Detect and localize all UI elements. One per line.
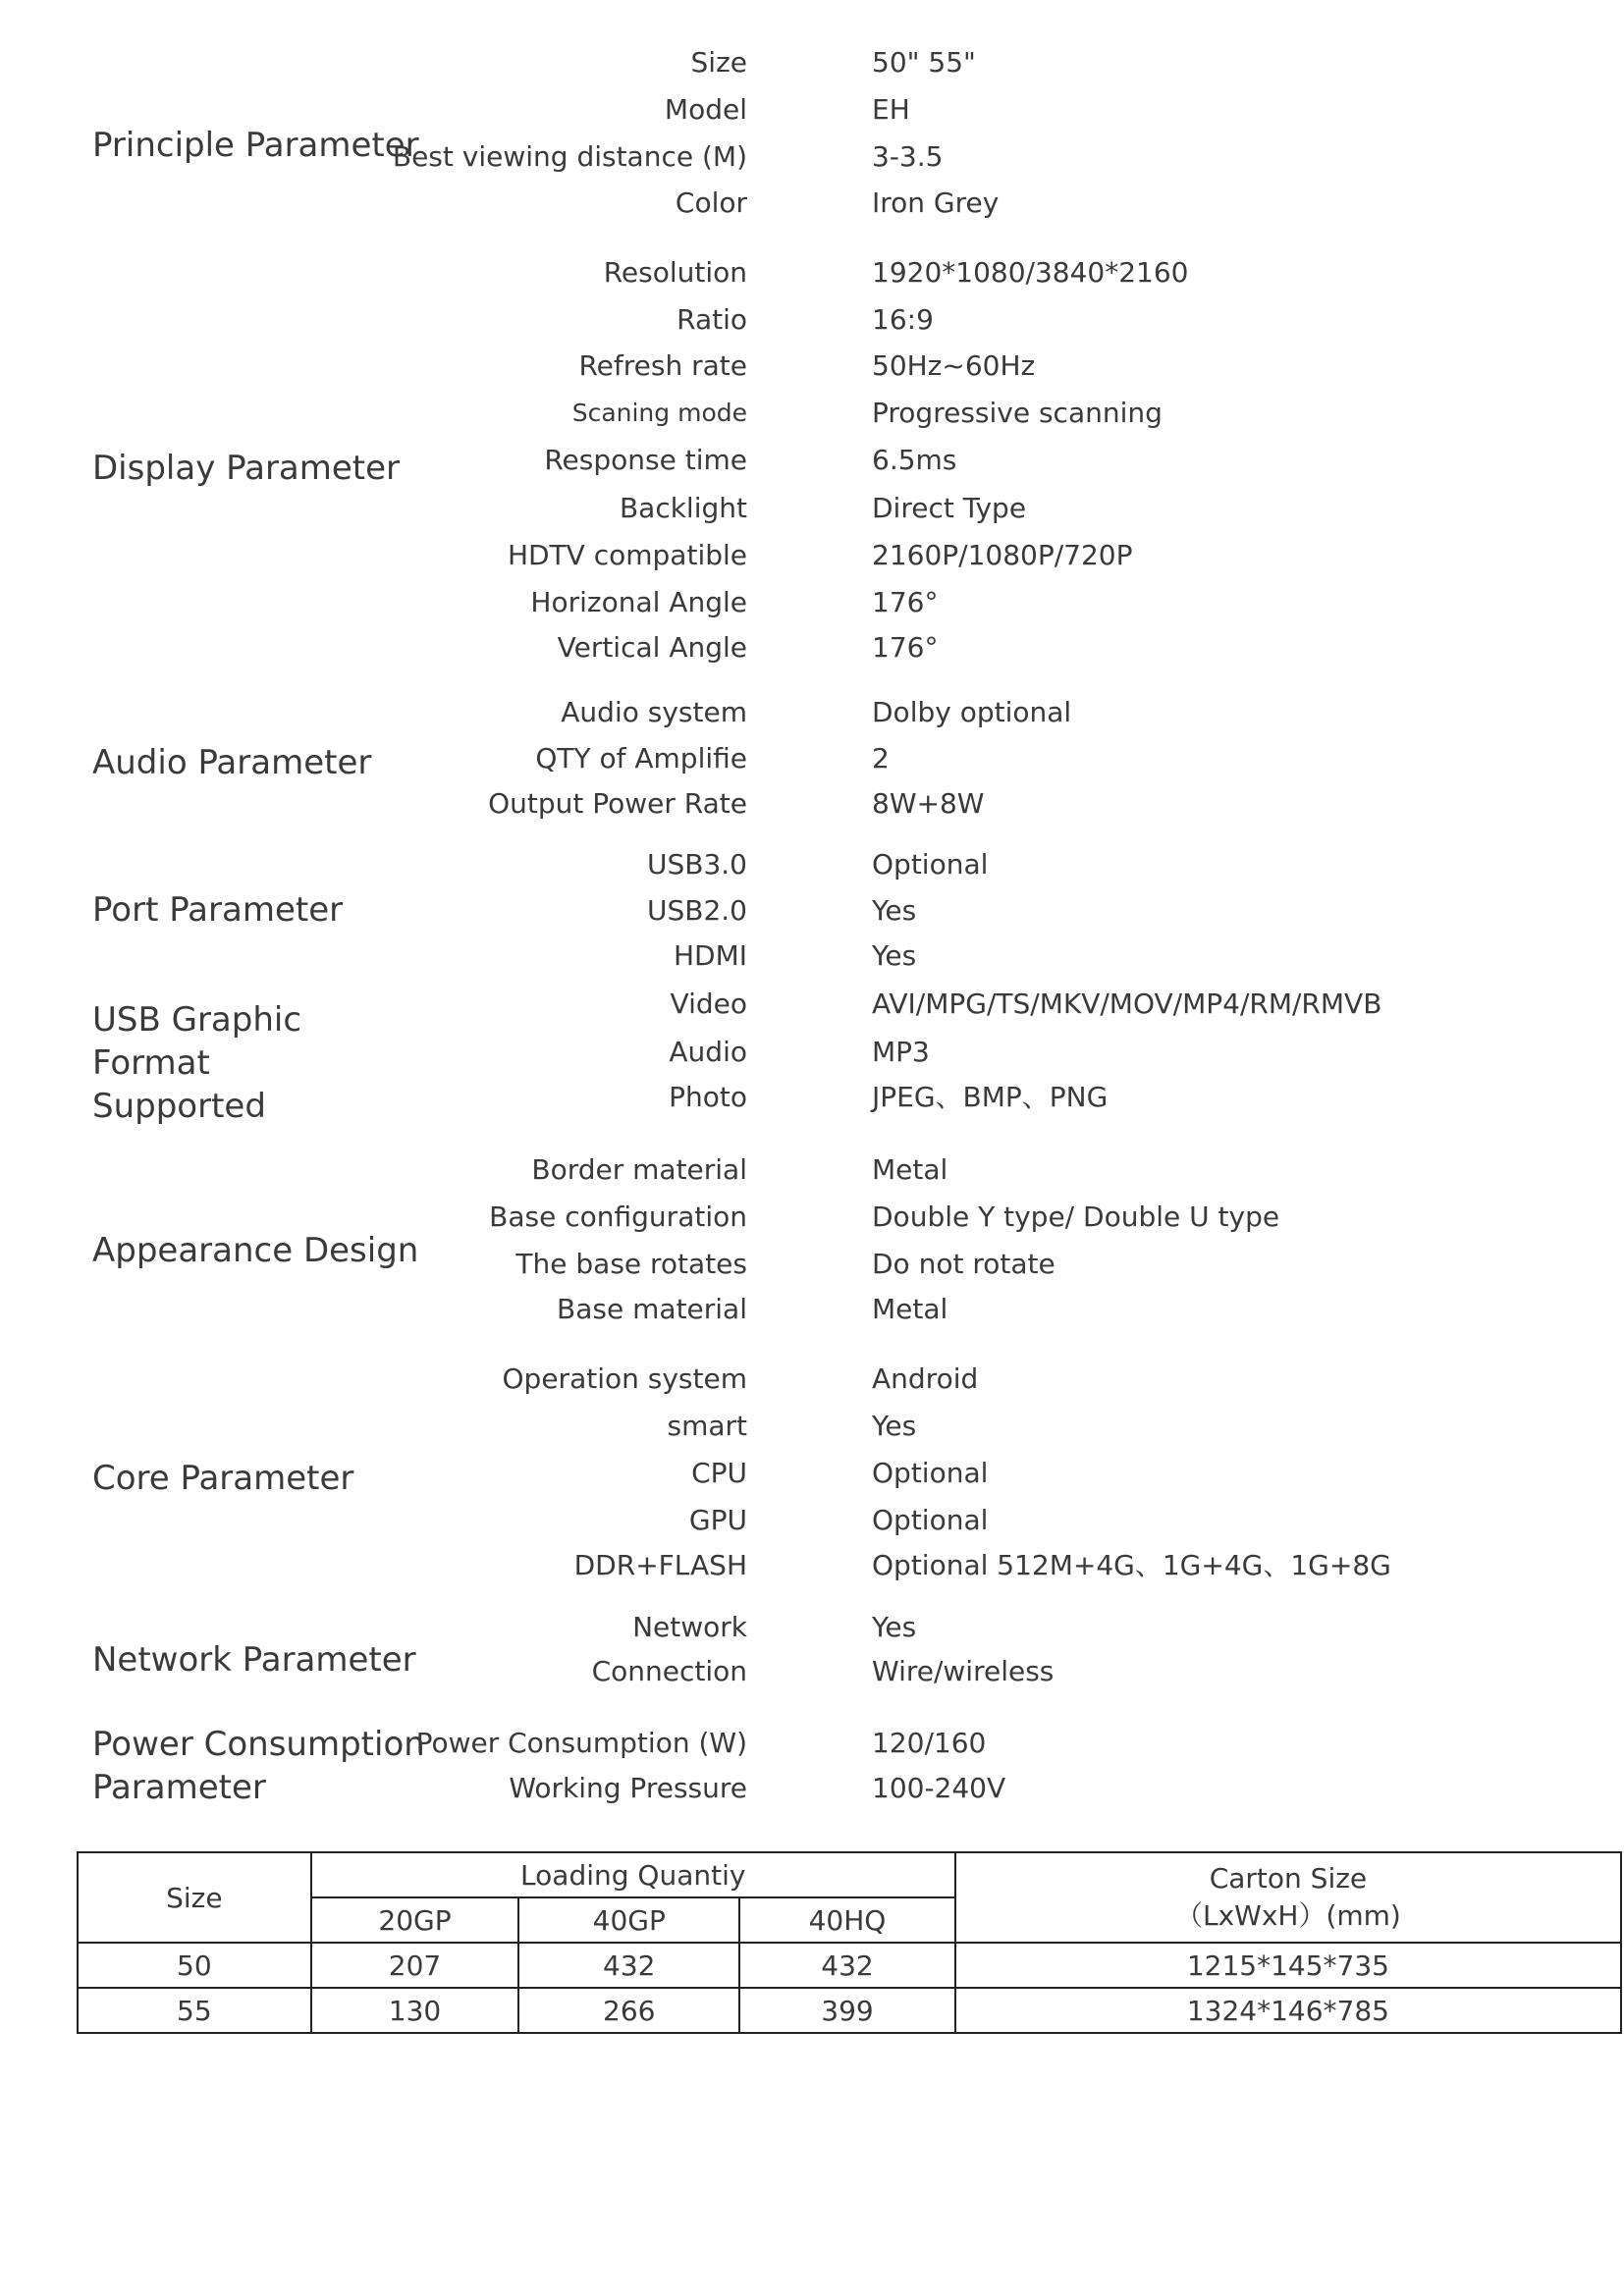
spec-label: USB3.0: [646, 848, 747, 881]
group-title-line: Parameter: [92, 1768, 266, 1807]
cell-size: 55: [78, 1988, 311, 2033]
cell-40gp: 432: [518, 1943, 739, 1988]
spec-value: MP3: [872, 1036, 930, 1068]
group-title: [92, 998, 426, 1128]
spec-value: Wire/wireless: [872, 1655, 1055, 1687]
spec-label: Resolution: [603, 256, 747, 289]
cell-size: 50: [78, 1943, 311, 1988]
spec-value: Optional 512M+4G、1G+4G、1G+8G: [872, 1549, 1391, 1581]
spec-value: Direct Type: [872, 492, 1027, 524]
spec-value: Optional: [872, 848, 989, 881]
group-title: Network Parameter: [92, 1640, 416, 1680]
spec-value: 50Hz~60Hz: [872, 349, 1036, 382]
spec-label: Color: [675, 187, 747, 219]
spec-label: Base material: [557, 1293, 747, 1325]
group-title: Appearance Design: [92, 1231, 419, 1270]
spec-value: JPEG、BMP、PNG: [872, 1081, 1109, 1113]
group-title-line: USB Graphic Format: [92, 1000, 302, 1083]
spec-label: DDR+FLASH: [573, 1549, 747, 1581]
spec-label: QTY of Amplifie: [535, 742, 747, 774]
spec-value: 1920*1080/3840*2160: [872, 256, 1189, 289]
loading-quantity-header: Loading Quantiy: [311, 1852, 955, 1897]
subheader-20gp: 20GP: [311, 1897, 519, 1943]
spec-value: 6.5ms: [872, 444, 957, 476]
group-title: Principle Parameter: [92, 126, 419, 165]
spec-value: Yes: [872, 894, 917, 927]
spec-label: Video: [670, 988, 747, 1020]
spec-label: Border material: [531, 1153, 747, 1186]
spec-value: 50" 55": [872, 46, 976, 79]
spec-label: Connection: [591, 1655, 747, 1687]
spec-value: 8W+8W: [872, 787, 985, 820]
spec-value: Progressive scanning: [872, 397, 1163, 429]
spec-label: Working Pressure: [509, 1772, 747, 1804]
spec-label: Audio system: [561, 696, 747, 728]
spec-value: Metal: [872, 1293, 948, 1325]
spec-value: Metal: [872, 1153, 948, 1186]
spec-value: AVI/MPG/TS/MKV/MOV/MP4/RM/RMVB: [872, 988, 1382, 1020]
spec-value: 16:9: [872, 303, 934, 336]
spec-label: GPU: [688, 1504, 747, 1536]
size-header: Size: [78, 1852, 311, 1943]
subheader-40hq: 40HQ: [739, 1897, 955, 1943]
carton-size-unit: （LxWxH）(mm): [1174, 1898, 1401, 1932]
spec-value: Yes: [872, 939, 917, 972]
spec-label: Ratio: [677, 303, 747, 336]
spec-value: Optional: [872, 1457, 989, 1489]
spec-label: The base rotates: [515, 1248, 747, 1280]
spec-value: 120/160: [872, 1727, 987, 1759]
group-title: Port Parameter: [92, 890, 344, 930]
spec-value: 176°: [872, 586, 939, 618]
spec-label: Size: [690, 46, 747, 79]
cell-carton: 1215*145*735: [955, 1943, 1621, 1988]
spec-label: Best viewing distance (M): [392, 140, 747, 173]
spec-value: Do not rotate: [872, 1248, 1056, 1280]
spec-label: Horizonal Angle: [530, 586, 747, 618]
spec-label: Model: [664, 93, 747, 126]
spec-value: 100-240V: [872, 1772, 1006, 1804]
spec-label: Base configuration: [489, 1201, 747, 1233]
spec-label: Network: [632, 1611, 747, 1643]
spec-value: Optional: [872, 1504, 989, 1536]
spec-label: Photo: [669, 1081, 747, 1113]
group-title: Display Parameter: [92, 449, 401, 488]
spec-value: Dolby optional: [872, 696, 1072, 728]
spec-value: 176°: [872, 631, 939, 664]
spec-label: CPU: [691, 1457, 747, 1489]
subheader-40gp: 40GP: [518, 1897, 739, 1943]
cell-20gp: 207: [311, 1943, 519, 1988]
spec-label: Vertical Angle: [557, 631, 747, 664]
spec-value: EH: [872, 93, 910, 126]
group-title: Audio Parameter: [92, 743, 372, 782]
cell-20gp: 130: [311, 1988, 519, 2033]
spec-label: Power Consumption (W): [415, 1727, 747, 1759]
group-title-line: Supported: [92, 1087, 266, 1126]
group-title: Core Parameter: [92, 1459, 354, 1498]
spec-label: Refresh rate: [578, 349, 747, 382]
loading-quantity-table: [77, 1851, 1622, 2034]
spec-label: Response time: [544, 444, 747, 476]
spec-label: Audio: [669, 1036, 747, 1068]
group-title: [92, 1723, 426, 1809]
spec-label: HDTV compatible: [507, 539, 747, 571]
spec-label: smart: [667, 1410, 747, 1442]
spec-value: Iron Grey: [872, 187, 1000, 219]
spec-label: HDMI: [673, 939, 747, 972]
carton-size-title: Carton Size: [1209, 1861, 1368, 1895]
cell-40hq: 399: [739, 1988, 955, 2033]
cell-carton: 1324*146*785: [955, 1988, 1621, 2033]
group-title-line: Power Consumption: [92, 1725, 425, 1764]
spec-label: Operation system: [502, 1362, 747, 1395]
spec-label: USB2.0: [646, 894, 747, 927]
spec-label: Output Power Rate: [488, 787, 747, 820]
spec-value: Android: [872, 1362, 979, 1395]
spec-value: Yes: [872, 1410, 917, 1442]
spec-value: 2: [872, 742, 890, 774]
spec-value: Double Y type/ Double U type: [872, 1201, 1280, 1233]
table-row: [78, 1943, 1621, 1988]
spec-label: Backlight: [619, 492, 747, 524]
spec-value: Yes: [872, 1611, 917, 1643]
table-row: [78, 1988, 1621, 2033]
cell-40gp: 266: [518, 1988, 739, 2033]
carton-size-header: [955, 1852, 1621, 1943]
spec-value: 3-3.5: [872, 140, 944, 173]
spec-value: 2160P/1080P/720P: [872, 539, 1133, 571]
cell-40hq: 432: [739, 1943, 955, 1988]
table-header-row: [78, 1852, 1621, 1897]
spec-label: Scaning mode: [571, 399, 747, 427]
